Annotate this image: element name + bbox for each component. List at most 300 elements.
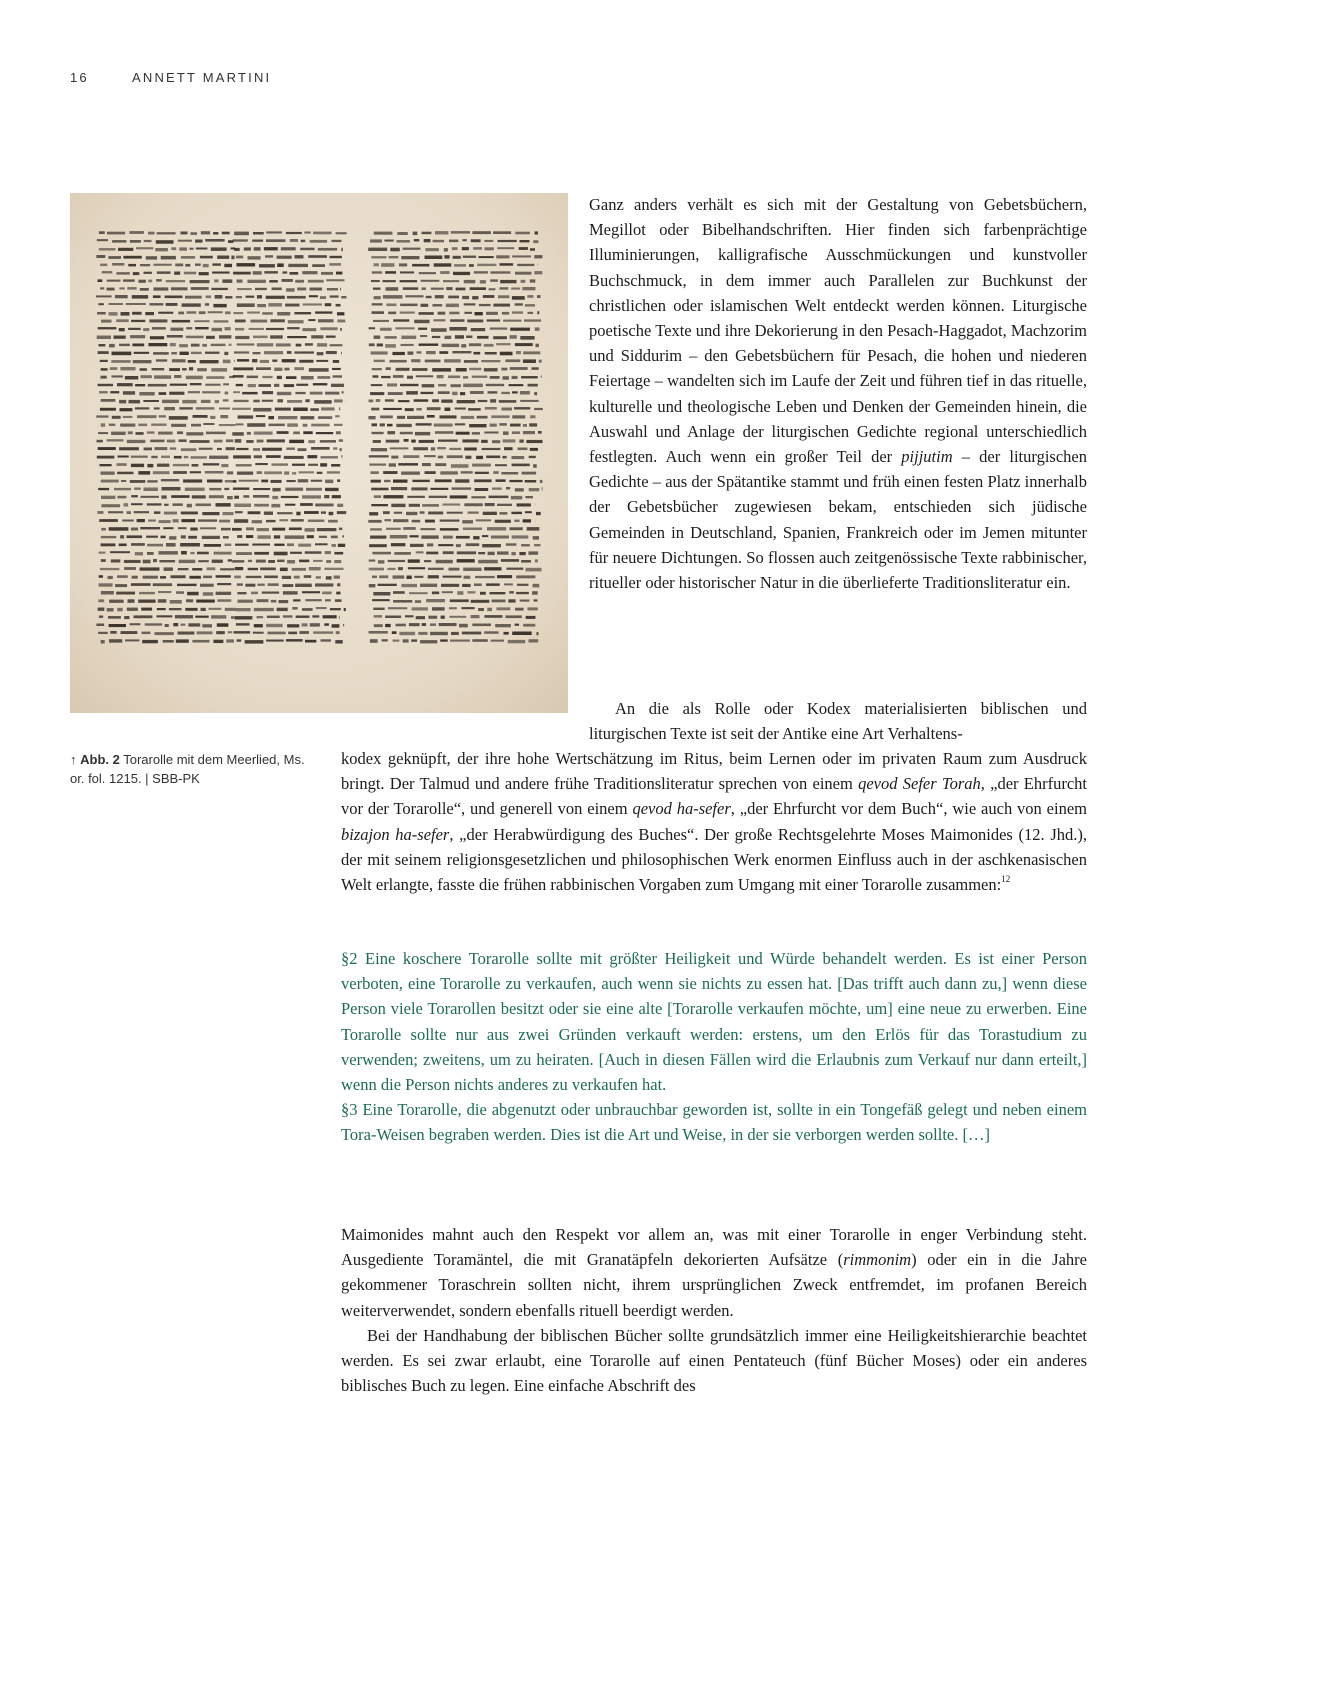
hebrew-script-stroke (439, 623, 457, 626)
hebrew-script-stroke (389, 463, 396, 466)
hebrew-script-stroke (371, 384, 383, 386)
hebrew-script-stroke (474, 271, 488, 273)
hebrew-script-stroke (404, 439, 409, 442)
hebrew-script-stroke (414, 576, 423, 578)
hebrew-script-stroke (396, 424, 412, 427)
hebrew-script-stroke (284, 456, 304, 459)
hebrew-script-stroke (190, 471, 201, 473)
hebrew-script-stroke (235, 567, 243, 570)
hebrew-script-stroke (451, 632, 459, 635)
hebrew-script-stroke (246, 535, 253, 538)
hebrew-script-stroke (161, 256, 176, 260)
hebrew-script-stroke (294, 312, 311, 314)
hebrew-script-stroke (426, 552, 438, 555)
hebrew-script-stroke (449, 616, 466, 618)
hebrew-script-stroke (332, 368, 341, 370)
hebrew-script-stroke (429, 496, 448, 498)
hebrew-script-stroke (243, 495, 249, 498)
hebrew-script-stroke (285, 304, 299, 307)
hebrew-script-stroke (144, 488, 158, 492)
hebrew-script-stroke (119, 544, 127, 547)
hebrew-script-stroke (147, 552, 154, 555)
hebrew-script-stroke (473, 247, 482, 250)
hebrew-script-stroke (312, 615, 319, 617)
hebrew-script-stroke (455, 479, 469, 482)
hebrew-script-stroke (112, 416, 121, 419)
hebrew-script-stroke (254, 608, 274, 611)
hebrew-script-stroke (109, 424, 115, 426)
hebrew-script-stroke (401, 336, 416, 339)
hebrew-script-stroke (182, 368, 187, 370)
hebrew-script-stroke (275, 408, 291, 411)
hebrew-script-stroke (110, 391, 119, 393)
hebrew-script-stroke (206, 432, 226, 435)
hebrew-script-stroke (461, 344, 466, 347)
hebrew-script-stroke (214, 552, 232, 555)
hebrew-script-stroke (192, 464, 199, 467)
hebrew-script-stroke (508, 599, 515, 602)
hebrew-script-stroke (480, 592, 486, 595)
hebrew-script-stroke (123, 416, 133, 418)
hebrew-script-stroke (108, 616, 121, 619)
paragraph-3 (341, 1222, 1087, 1323)
hebrew-script-stroke (298, 448, 307, 451)
hebrew-script-stroke (204, 544, 221, 547)
hebrew-script-stroke (451, 384, 461, 387)
hebrew-script-stroke (393, 575, 405, 578)
hebrew-script-stroke (317, 343, 327, 346)
hebrew-script-stroke (525, 496, 533, 498)
hebrew-script-stroke (411, 487, 427, 490)
hebrew-script-stroke (257, 528, 270, 531)
hebrew-script-stroke (283, 615, 293, 617)
hebrew-script-stroke (108, 256, 121, 259)
hebrew-script-stroke (527, 527, 540, 531)
hebrew-script-stroke (447, 455, 463, 458)
hebrew-script-stroke (379, 575, 388, 578)
hebrew-script-stroke (477, 264, 496, 266)
hebrew-script-stroke (484, 344, 494, 347)
hebrew-script-stroke (471, 615, 480, 618)
hebrew-script-stroke (223, 360, 231, 364)
hebrew-script-stroke (171, 247, 176, 250)
hebrew-script-stroke (523, 519, 531, 522)
hebrew-script-stroke (247, 280, 266, 283)
hebrew-script-stroke (294, 576, 300, 579)
hebrew-script-stroke (400, 312, 415, 314)
hebrew-script-stroke (295, 280, 304, 283)
hebrew-script-stroke (443, 504, 461, 506)
hebrew-script-stroke (440, 415, 457, 418)
hebrew-script-stroke (110, 631, 116, 634)
hebrew-script-stroke (199, 448, 213, 450)
hebrew-script-stroke (190, 383, 202, 385)
hebrew-script-stroke (147, 464, 153, 468)
hebrew-script-stroke (491, 640, 504, 642)
hebrew-script-stroke (185, 608, 197, 611)
hebrew-script-stroke (233, 312, 243, 314)
hebrew-script-stroke (293, 599, 300, 601)
hebrew-script-stroke (221, 464, 228, 467)
hebrew-script-stroke (219, 520, 230, 523)
paragraph-1 (589, 192, 1087, 595)
hebrew-script-stroke (418, 632, 427, 635)
hebrew-script-stroke (370, 536, 386, 539)
hebrew-script-stroke (237, 343, 255, 345)
hebrew-script-stroke (340, 448, 342, 451)
hebrew-script-stroke (308, 319, 315, 321)
hebrew-script-stroke (516, 575, 535, 578)
hebrew-script-stroke (139, 392, 154, 396)
hebrew-script-stroke (399, 632, 415, 635)
hebrew-script-stroke (444, 248, 448, 251)
paragraph-2 (341, 746, 1087, 897)
hebrew-script-stroke (301, 376, 314, 380)
hebrew-script-stroke (216, 503, 231, 507)
hebrew-script-stroke (181, 535, 186, 538)
hebrew-script-stroke (500, 280, 516, 283)
hebrew-script-stroke (499, 423, 506, 426)
hebrew-script-stroke (478, 552, 485, 554)
hebrew-script-stroke (192, 640, 209, 643)
hebrew-script-stroke (202, 344, 207, 347)
hebrew-script-stroke (301, 240, 306, 243)
hebrew-script-stroke (530, 279, 536, 282)
hebrew-script-stroke (196, 504, 212, 507)
hebrew-script-stroke (414, 399, 429, 402)
hebrew-script-stroke (371, 280, 380, 282)
hebrew-script-stroke (385, 336, 397, 339)
hebrew-script-stroke (523, 424, 527, 427)
hebrew-script-stroke (492, 600, 506, 603)
hebrew-script-stroke (525, 511, 532, 513)
hebrew-script-stroke (515, 303, 523, 305)
hebrew-script-stroke (191, 456, 207, 459)
hebrew-script-stroke (266, 231, 282, 233)
hebrew-script-stroke (511, 496, 522, 500)
hebrew-script-stroke (288, 320, 304, 323)
hebrew-script-stroke (425, 471, 436, 474)
hebrew-script-stroke (117, 496, 126, 499)
hebrew-script-stroke (190, 232, 197, 235)
hebrew-script-stroke (530, 248, 535, 251)
hebrew-script-stroke (237, 639, 242, 642)
hebrew-script-stroke (185, 488, 205, 491)
hebrew-script-stroke (286, 376, 297, 379)
hebrew-script-stroke (487, 527, 506, 530)
hebrew-script-stroke (234, 351, 249, 353)
hebrew-script-stroke (212, 272, 230, 274)
hebrew-script-stroke (515, 232, 530, 235)
hebrew-script-stroke (98, 599, 104, 602)
hebrew-script-stroke (425, 520, 435, 523)
hebrew-script-stroke (385, 624, 391, 627)
hebrew-script-stroke (427, 543, 433, 546)
hebrew-script-stroke (482, 535, 488, 537)
hebrew-script-stroke (188, 623, 200, 626)
hebrew-script-stroke (344, 608, 346, 611)
hebrew-script-stroke (439, 351, 448, 354)
hebrew-script-stroke (474, 479, 491, 482)
hebrew-script-stroke (190, 528, 197, 531)
hebrew-script-stroke (425, 256, 443, 260)
hebrew-script-stroke (335, 415, 339, 417)
hebrew-script-stroke (200, 584, 214, 587)
hebrew-script-stroke (148, 520, 156, 522)
paragraph-2-top: An die als Rolle oder Kodex materialisierten biblischen und liturgischen Texte ist seit der Antike eine Art Verhaltens- (589, 699, 1087, 744)
hebrew-script-stroke (253, 271, 262, 274)
hebrew-script-stroke (232, 528, 242, 531)
hebrew-script-stroke (527, 295, 533, 298)
hebrew-script-stroke (482, 544, 501, 547)
hebrew-script-stroke (393, 319, 409, 321)
hebrew-script-stroke (403, 287, 418, 290)
hebrew-script-stroke (268, 416, 274, 419)
hebrew-script-stroke (172, 359, 186, 362)
hebrew-script-stroke (321, 272, 333, 275)
hebrew-script-stroke (506, 487, 510, 489)
hebrew-script-stroke (369, 584, 376, 587)
hebrew-script-stroke (132, 295, 148, 299)
hebrew-script-stroke (131, 543, 145, 546)
hebrew-script-stroke (490, 328, 508, 330)
hebrew-script-stroke (255, 463, 267, 465)
hebrew-script-stroke (209, 456, 228, 459)
hebrew-script-stroke (415, 600, 421, 603)
hebrew-script-stroke (293, 432, 300, 435)
hebrew-script-stroke (525, 480, 537, 483)
hebrew-script-stroke (210, 416, 215, 419)
hebrew-script-stroke (484, 240, 493, 242)
hebrew-script-stroke (521, 376, 538, 378)
hebrew-script-stroke (467, 320, 483, 323)
hebrew-script-stroke (135, 384, 145, 386)
hebrew-script-stroke (97, 440, 103, 443)
hebrew-script-stroke (131, 583, 151, 586)
hebrew-script-stroke (474, 352, 481, 355)
hebrew-script-stroke (109, 527, 129, 531)
hebrew-script-stroke (394, 512, 402, 514)
hebrew-script-stroke (332, 495, 341, 498)
hebrew-script-stroke (290, 552, 302, 554)
hebrew-script-stroke (532, 591, 538, 595)
hebrew-script-stroke (407, 416, 424, 419)
hebrew-script-stroke (282, 271, 287, 273)
hebrew-script-stroke (267, 439, 285, 442)
hebrew-script-stroke (419, 272, 436, 274)
hebrew-script-stroke (102, 271, 113, 273)
hebrew-script-stroke (522, 287, 535, 290)
hebrew-script-stroke (266, 239, 285, 242)
hebrew-script-stroke (296, 384, 308, 386)
hebrew-script-stroke (313, 383, 328, 385)
hebrew-script-stroke (512, 311, 523, 313)
hebrew-script-stroke (407, 576, 412, 580)
hebrew-script-stroke (432, 368, 451, 372)
hebrew-script-stroke (515, 608, 524, 611)
hebrew-script-stroke (380, 328, 392, 331)
hebrew-script-stroke (422, 232, 432, 235)
hebrew-script-stroke (336, 304, 341, 307)
hebrew-script-stroke (481, 360, 500, 362)
hebrew-script-stroke (109, 639, 122, 642)
hebrew-script-stroke (234, 631, 251, 634)
hebrew-script-stroke (426, 599, 445, 602)
hebrew-script-stroke (400, 384, 419, 386)
hebrew-script-stroke (156, 359, 167, 361)
hebrew-script-stroke (274, 535, 280, 538)
hebrew-script-stroke (147, 544, 163, 547)
hebrew-script-stroke (331, 384, 344, 387)
hebrew-script-stroke (337, 511, 346, 514)
hebrew-script-stroke (449, 568, 460, 571)
hebrew-script-stroke (304, 575, 312, 578)
hebrew-script-stroke (385, 344, 396, 348)
hebrew-script-stroke (211, 615, 226, 618)
hebrew-script-stroke (421, 535, 438, 538)
hebrew-script-stroke (534, 392, 537, 395)
hebrew-script-stroke (109, 312, 118, 316)
hebrew-script-stroke (327, 471, 340, 473)
hebrew-script-stroke (315, 504, 333, 507)
hebrew-script-stroke (190, 248, 194, 250)
hebrew-script-stroke (479, 256, 494, 258)
hebrew-script-stroke (292, 607, 297, 610)
hebrew-script-stroke (310, 623, 320, 626)
hebrew-script-stroke (256, 415, 265, 417)
hebrew-script-stroke (260, 568, 276, 571)
hebrew-script-stroke (442, 591, 453, 593)
hebrew-script-stroke (122, 520, 134, 522)
hebrew-script-stroke (145, 312, 154, 315)
hebrew-script-stroke (253, 336, 268, 339)
hebrew-script-stroke (455, 335, 464, 339)
hebrew-script-stroke (140, 368, 147, 371)
hebrew-script-stroke (98, 279, 103, 282)
hebrew-script-stroke (330, 344, 343, 346)
hebrew-script-stroke (303, 303, 322, 305)
hebrew-script-stroke (178, 632, 195, 635)
hebrew-script-stroke (153, 559, 157, 562)
hebrew-script-stroke (506, 568, 523, 570)
hebrew-script-stroke (232, 480, 236, 483)
hebrew-script-stroke (441, 616, 445, 619)
hebrew-script-stroke (184, 272, 196, 275)
hebrew-script-stroke (116, 319, 129, 322)
hebrew-script-stroke (162, 487, 181, 491)
hebrew-script-stroke (453, 272, 470, 275)
hebrew-script-stroke (169, 536, 176, 539)
hebrew-script-stroke (456, 368, 467, 372)
hebrew-script-stroke (313, 232, 331, 235)
hebrew-script-stroke (143, 560, 151, 564)
hebrew-script-stroke (127, 440, 146, 443)
hebrew-script-stroke (225, 608, 236, 611)
hebrew-script-stroke (253, 232, 264, 235)
hebrew-script-stroke (308, 255, 327, 258)
hebrew-script-stroke (193, 415, 208, 418)
hebrew-script-stroke (426, 351, 436, 354)
hebrew-script-stroke (170, 447, 176, 449)
hebrew-script-stroke (198, 519, 217, 521)
hebrew-script-stroke (304, 232, 310, 234)
hebrew-script-stroke (489, 496, 509, 499)
hebrew-script-stroke (100, 408, 116, 411)
hebrew-script-stroke (159, 551, 178, 555)
hebrew-script-stroke (528, 312, 534, 314)
torah-scroll-figure (70, 193, 568, 713)
hebrew-script-stroke (233, 400, 248, 402)
hebrew-script-stroke (140, 567, 160, 570)
hebrew-script-stroke (377, 344, 383, 347)
hebrew-script-stroke (199, 272, 209, 275)
term-bizajon-ha-sefer: bizajon ha-sefer (341, 824, 450, 844)
hebrew-script-stroke (147, 480, 157, 482)
hebrew-script-stroke (144, 240, 152, 242)
page-number: 16 (70, 70, 89, 85)
hebrew-script-stroke (318, 248, 337, 251)
hebrew-script-stroke (496, 607, 510, 610)
hebrew-script-stroke (302, 591, 320, 593)
footnote-marker[interactable]: 12 (1001, 874, 1011, 885)
hebrew-script-stroke (512, 376, 518, 379)
hebrew-script-stroke (372, 311, 385, 314)
hebrew-script-stroke (440, 528, 459, 531)
hebrew-script-stroke (253, 488, 270, 490)
hebrew-script-stroke (406, 391, 418, 395)
hebrew-script-stroke (384, 519, 391, 521)
hebrew-script-stroke (234, 248, 240, 251)
hebrew-script-stroke (387, 431, 395, 434)
hebrew-script-stroke (535, 559, 538, 562)
hebrew-script-stroke (420, 335, 427, 337)
hebrew-script-stroke (178, 527, 187, 529)
hebrew-script-stroke (280, 568, 288, 572)
hebrew-script-stroke (132, 312, 142, 315)
hebrew-script-stroke (262, 376, 272, 378)
hebrew-script-stroke (287, 560, 295, 564)
hebrew-script-stroke (131, 503, 143, 505)
hebrew-script-stroke (161, 479, 179, 481)
hebrew-script-stroke (462, 247, 469, 250)
hebrew-script-stroke (385, 399, 394, 401)
hebrew-script-stroke (233, 488, 249, 490)
hebrew-script-stroke (418, 328, 427, 330)
hebrew-script-stroke (501, 368, 507, 371)
hebrew-script-stroke (284, 471, 289, 474)
hebrew-script-stroke (272, 288, 282, 291)
hebrew-script-stroke (253, 632, 264, 634)
hebrew-script-stroke (317, 352, 324, 355)
caption-text: Torarolle mit dem Meerlied, Ms. or. fol. 1215. | SBB-PK (70, 752, 305, 786)
hebrew-script-stroke (181, 256, 195, 259)
hebrew-script-stroke (515, 343, 533, 346)
hebrew-script-stroke (233, 272, 251, 275)
hebrew-script-stroke (264, 471, 282, 474)
hebrew-script-stroke (457, 559, 475, 562)
hebrew-script-stroke (436, 560, 453, 564)
hebrew-script-stroke (393, 375, 404, 378)
hebrew-script-stroke (223, 536, 229, 538)
hebrew-script-stroke (496, 343, 510, 345)
hebrew-script-stroke (139, 592, 155, 594)
hebrew-script-stroke (127, 511, 131, 514)
hebrew-script-stroke (536, 344, 539, 347)
hebrew-script-stroke (311, 447, 330, 450)
hebrew-script-stroke (115, 295, 128, 298)
hebrew-script-stroke (503, 439, 516, 442)
hebrew-script-stroke (374, 296, 381, 299)
